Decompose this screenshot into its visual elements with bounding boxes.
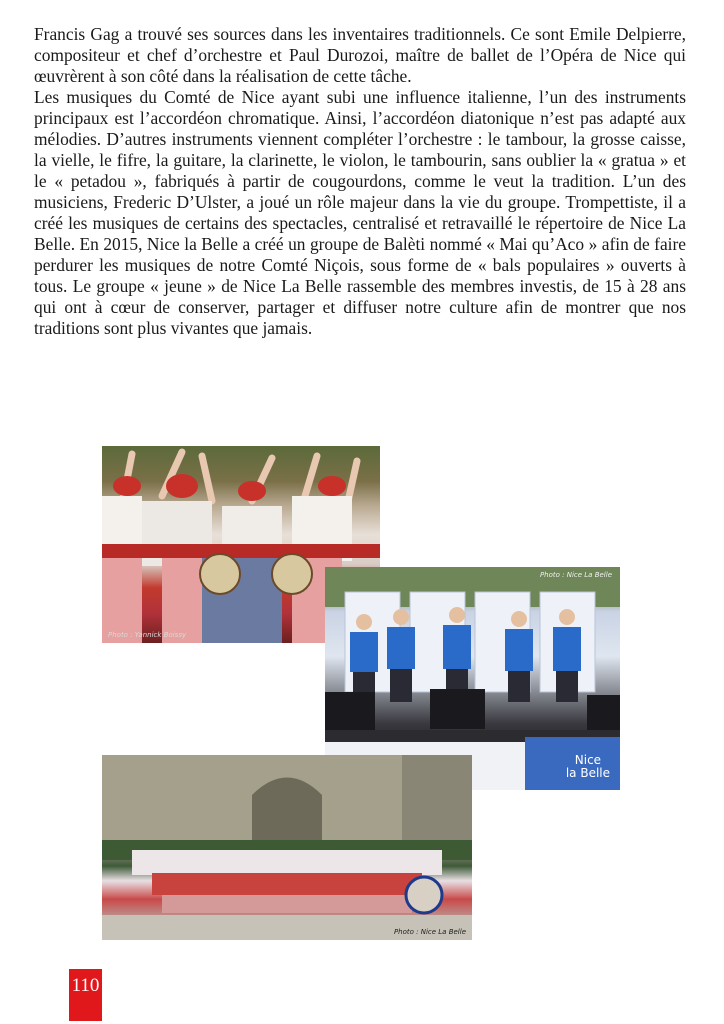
stage-photo-credit: Photo : Nice La Belle [539, 571, 612, 579]
article-paragraph-2: Les musiques du Comté de Nice ayant subi une influence italienne, l’un des instruments principaux est l’accordéon chromatique. Ainsi, l’accordéon diatonique n’est pas adapté aux mélodies. D’autres instruments viennent compléter l’orchestre : le tambour, la grosse caisse, la vielle, le fifre, la guitare, la clarinette, le violon, le tambourin, sans oublier la « gratua » et le « petadou », fabriqués à partir de cougourdons, comme le veut la tradition. L’un des musiciens, Frederic D’Ulster, a joué un rôle majeur dans la vie du groupe. Trompettiste, il a créé les musiques de certains des spectacles, centralisé et retravaillé le répertoire de Nice La Belle. En 2015, Nice la Belle a créé un groupe de Balèti nommé « Mai qu’Aco » afin de faire perdurer les musiques de notre Comté Niçois, sous forme de « bals populaires » ouverts à tous. Le groupe « jeune » de Nice La Belle rassemble des membres investis, de 15 à 28 ans qui ont à cœur de conserver, partager et diffuser notre culture afin de montrer que nos traditions sont plus vivantes que jamais. [34, 87, 686, 338]
page-number: 110 [69, 969, 102, 1021]
dancers-photo-credit: Photo : Yannick Boissy [108, 631, 187, 639]
group-photo-credit: Photo : Nice La Belle [393, 928, 466, 936]
nice-la-belle-banner-logo [566, 754, 610, 780]
article-paragraph-1: Francis Gag a trouvé ses sources dans les inventaires traditionnels. Ce sont Emile Delpierre, compositeur et chef d’orchestre et Paul Durozoi, maître de ballet de l’Opéra de Nice qui œuvrèrent à son côté dans la réalisation de cette tâche. [34, 24, 686, 86]
banner-logo-line-1: Nice [574, 753, 602, 767]
group-photo [102, 755, 472, 940]
group-photo-illustration [102, 755, 472, 940]
article-body [34, 24, 686, 339]
banner-logo-line-2: la Belle [565, 766, 610, 780]
